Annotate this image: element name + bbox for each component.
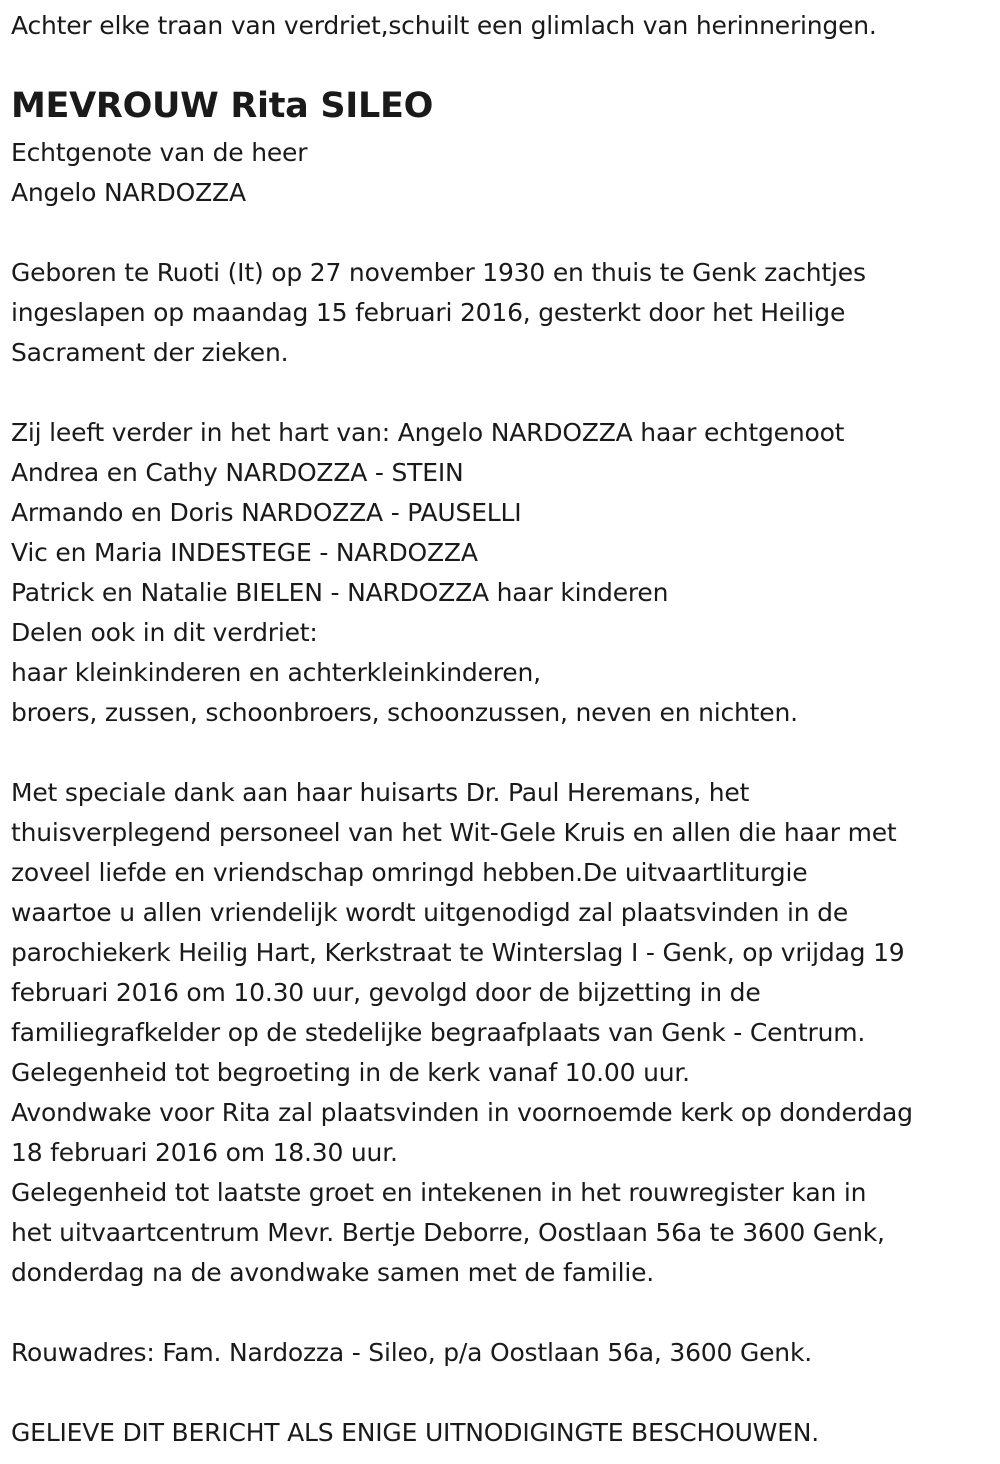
- paragraph-line: thuisverplegend personeel van het Wit-Gele Kruis en allen die haar met: [11, 818, 897, 847]
- paragraph-line: het uitvaartcentrum Mevr. Bertje Deborre, Oostlaan 56a te 3600 Genk,: [11, 1218, 885, 1247]
- family-list: [11, 413, 844, 733]
- paragraph-line: Gelegenheid tot laatste groet en intekenen in het rouwregister kan in: [11, 1178, 867, 1207]
- motto-line: Achter elke traan van verdriet,schuilt een glimlach van herinneringen.: [11, 11, 877, 40]
- funeral-details-paragraph: [11, 773, 913, 1293]
- family-line: haar kleinkinderen en achterkleinkinderen,: [11, 658, 541, 687]
- paragraph-line: Geboren te Ruoti (It) op 27 november 1930 en thuis te Genk zachtjes: [11, 258, 866, 287]
- spouse-line: Angelo NARDOZZA: [11, 178, 246, 207]
- paragraph-line: parochiekerk Heilig Hart, Kerkstraat te Winterslag I - Genk, op vrijdag 19: [11, 938, 905, 967]
- family-line: Patrick en Natalie BIELEN - NARDOZZA haar kinderen: [11, 578, 669, 607]
- spouse-block: [11, 133, 307, 213]
- paragraph-line: waartoe u allen vriendelijk wordt uitgenodigd zal plaatsvinden in de: [11, 898, 849, 927]
- deceased-name: MEVROUW Rita SILEO: [11, 86, 434, 126]
- paragraph-line: ingeslapen op maandag 15 februari 2016, gesterkt door het Heilige: [11, 298, 846, 327]
- family-line: Delen ook in dit verdriet:: [11, 618, 318, 647]
- family-line: Andrea en Cathy NARDOZZA - STEIN: [11, 458, 464, 487]
- paragraph-line: Avondwake voor Rita zal plaatsvinden in voornoemde kerk op donderdag: [11, 1098, 913, 1127]
- paragraph-line: donderdag na de avondwake samen met de familie.: [11, 1258, 655, 1287]
- family-line: Vic en Maria INDESTEGE - NARDOZZA: [11, 538, 478, 567]
- closing-line: GELIEVE DIT BERICHT ALS ENIGE UITNODIGINGTE BESCHOUWEN.: [11, 1418, 820, 1447]
- family-line: broers, zussen, schoonbroers, schoonzussen, neven en nichten.: [11, 698, 798, 727]
- family-line: Armando en Doris NARDOZZA - PAUSELLI: [11, 498, 522, 527]
- paragraph-line: familiegrafkelder op de stedelijke begraafplaats van Genk - Centrum.: [11, 1018, 866, 1047]
- closing-notice: [11, 1413, 819, 1453]
- birth-death-paragraph: [11, 253, 866, 373]
- paragraph-line: Sacrament der zieken.: [11, 338, 289, 367]
- address-line: Rouwadres: Fam. Nardozza - Sileo, p/a Oostlaan 56a, 3600 Genk.: [11, 1338, 812, 1367]
- family-line: Zij leeft verder in het hart van: Angelo NARDOZZA haar echtgenoot: [11, 418, 845, 447]
- mourning-address: [11, 1333, 812, 1373]
- spouse-line: Echtgenote van de heer: [11, 138, 308, 167]
- paragraph-line: Gelegenheid tot begroeting in de kerk vanaf 10.00 uur.: [11, 1058, 690, 1087]
- paragraph-line: 18 februari 2016 om 18.30 uur.: [11, 1138, 398, 1167]
- paragraph-line: Met speciale dank aan haar huisarts Dr. Paul Heremans, het: [11, 778, 750, 807]
- paragraph-line: februari 2016 om 10.30 uur, gevolgd door de bijzetting in de: [11, 978, 761, 1007]
- paragraph-line: zoveel liefde en vriendschap omringd hebben.De uitvaartliturgie: [11, 858, 808, 887]
